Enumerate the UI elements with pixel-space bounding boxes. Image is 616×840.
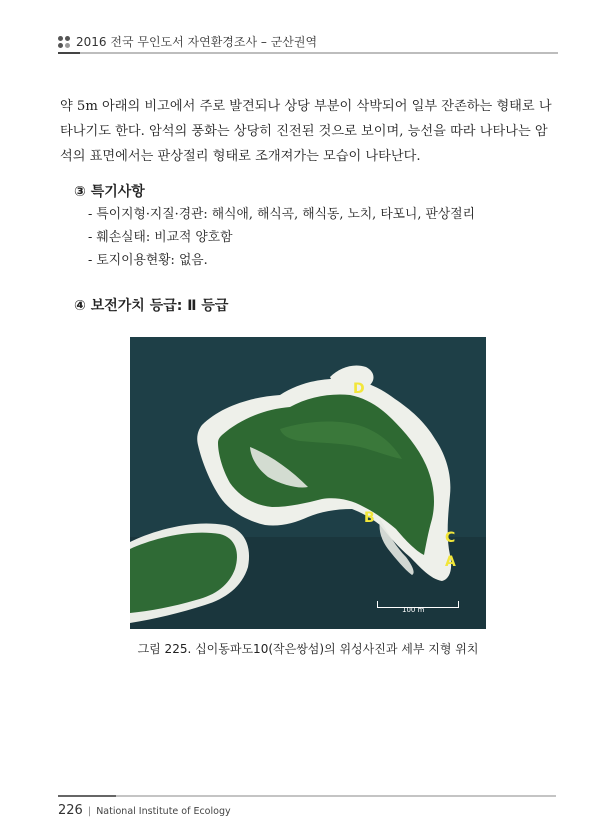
footer-org: National Institute of Ecology <box>96 806 231 817</box>
scale-bar-label: 100 m <box>402 606 425 614</box>
footer-separator: | <box>87 806 92 817</box>
special-item: - 훼손실태: 비교적 양호함 <box>88 230 233 245</box>
body-line: 타나기도 한다. 암석의 풍화는 상당히 진전된 것으로 보이며, 능선을 따라 나타나는 암 <box>60 124 548 139</box>
map-label-b: B <box>364 510 375 526</box>
body-line: 석의 표면에서는 판상절리 형태로 조개져가는 모습이 나타난다. <box>60 149 421 164</box>
special-item: - 특이지형·지질·경관: 해식애, 해식곡, 해식동, 노치, 타포니, 판상절리 <box>88 207 475 222</box>
page-number: 226 <box>58 803 83 818</box>
header-title: 2016 전국 무인도서 자연환경조사 – 군산권역 <box>76 35 318 49</box>
footer-rule <box>58 795 556 797</box>
map-label-c: C <box>445 530 456 546</box>
value-heading: ④ 보전가치 등급: Ⅱ 등급 <box>74 298 229 314</box>
special-heading: ③ 특기사항 <box>74 184 145 200</box>
footer <box>58 803 231 818</box>
header-dots-icon <box>58 36 70 48</box>
satellite-photo <box>130 337 486 629</box>
body-line: 약 5m 아래의 비고에서 주로 발견되나 상당 부분이 삭박되어 일부 잔존하는 형태로 나 <box>60 99 552 114</box>
map-label-a: A <box>445 554 456 570</box>
header-rule <box>58 52 558 54</box>
special-item: - 토지이용현황: 없음. <box>88 253 208 268</box>
map-label-d: D <box>353 381 365 397</box>
running-header <box>58 32 558 54</box>
figure-caption: 그림 225. 십이동파도10(작은쌍섬)의 위성사진과 세부 지형 위치 <box>137 642 479 656</box>
